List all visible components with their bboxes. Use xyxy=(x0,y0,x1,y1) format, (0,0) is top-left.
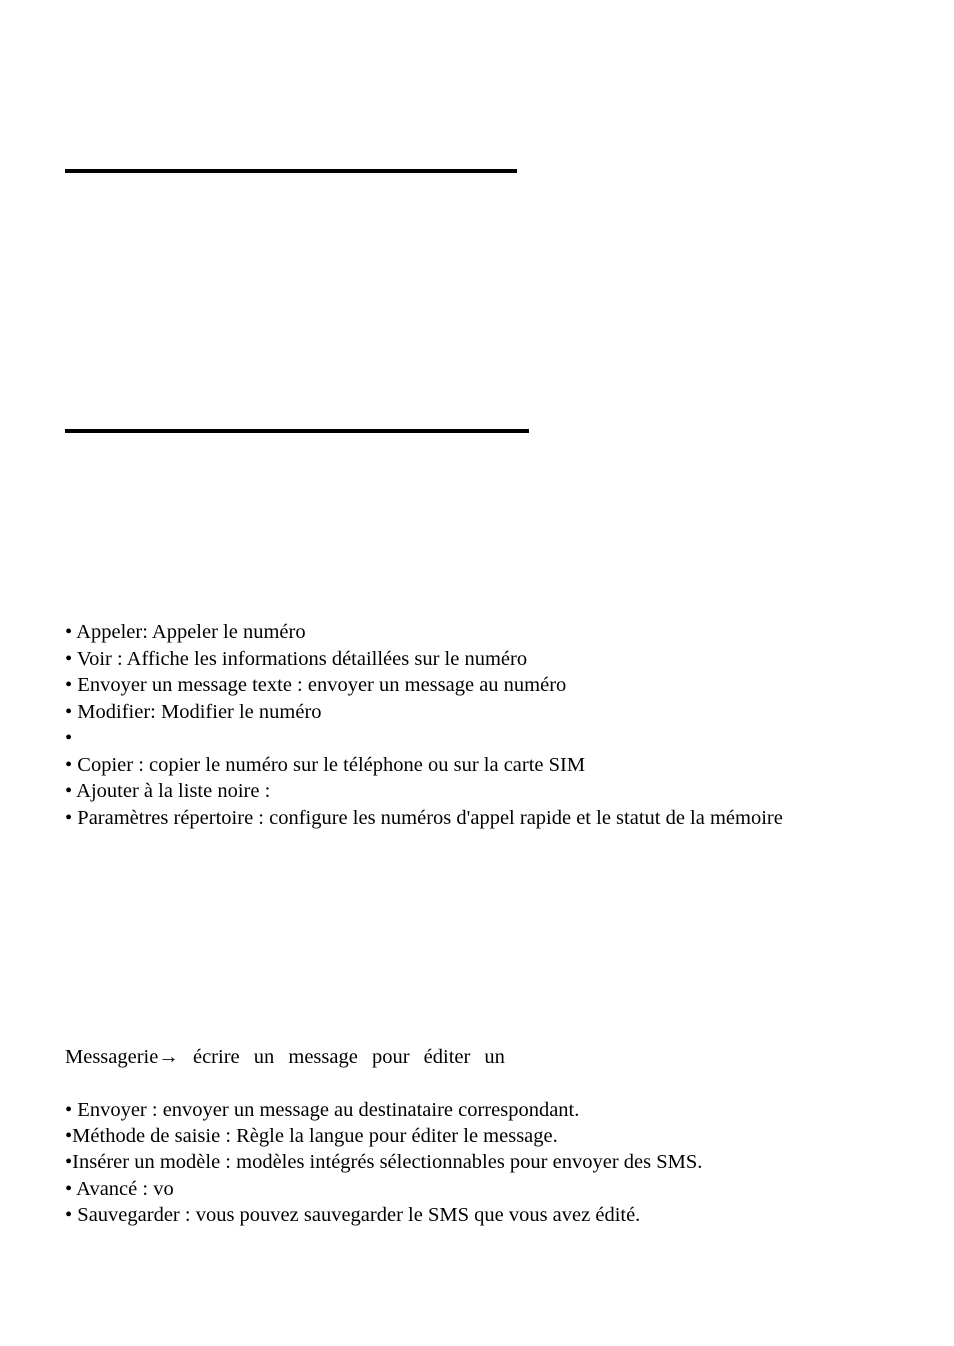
contact-option-view: • Voir : Affiche les informations détaillées sur le numéro xyxy=(65,648,528,670)
contact-option-send-text: • Envoyer un message texte : envoyer un message au numéro xyxy=(65,674,567,696)
contact-option-edit: • Modifier: Modifier le numéro xyxy=(65,701,322,723)
contact-option-copy: • Copier : copier le numéro sur le téléphone ou sur la carte SIM xyxy=(65,754,586,776)
message-option-advanced: • Avancé : vo xyxy=(65,1178,174,1200)
message-option-send: • Envoyer : envoyer un message au destinataire correspondant. xyxy=(65,1099,580,1121)
contact-option-empty: • xyxy=(65,727,73,749)
messaging-intro: Messagerie→ écrire un message pour éditer un xyxy=(65,1046,505,1068)
contact-option-call: • Appeler: Appeler le numéro xyxy=(65,621,306,643)
message-option-input-method: •Méthode de saisie : Règle la langue pour éditer le message. xyxy=(65,1125,558,1147)
message-option-save: • Sauvegarder : vous pouvez sauvegarder le SMS que vous avez édité. xyxy=(65,1204,641,1226)
contact-option-phonebook-settings: • Paramètres répertoire : configure les numéros d'appel rapide et le statut de la mémoire xyxy=(65,807,783,829)
section-divider-bottom xyxy=(65,429,529,433)
section-divider-top xyxy=(65,169,517,173)
message-option-insert-template: •Insérer un modèle : modèles intégrés sélectionnables pour envoyer des SMS. xyxy=(65,1151,703,1173)
contact-option-blacklist: • Ajouter à la liste noire : xyxy=(65,780,271,802)
